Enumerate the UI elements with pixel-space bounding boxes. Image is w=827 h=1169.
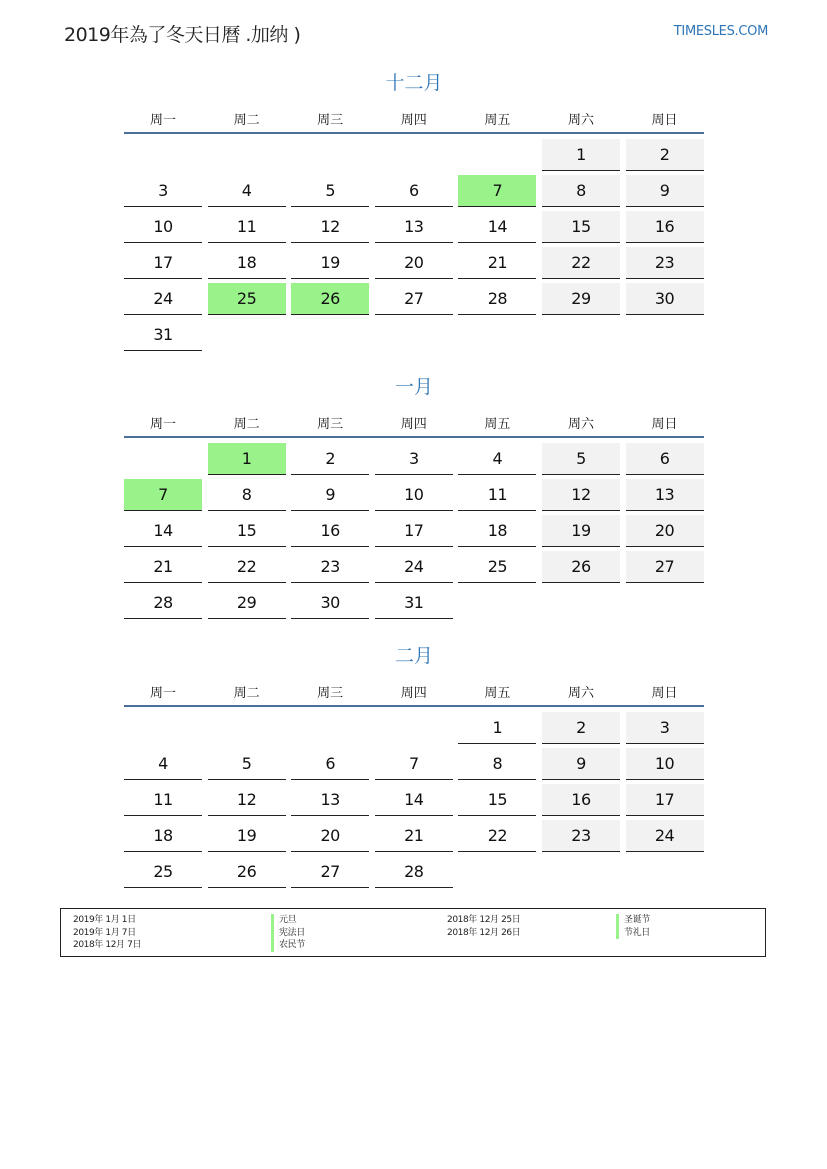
weekday-label: 周日 bbox=[651, 112, 678, 128]
empty-day-cell bbox=[542, 856, 620, 888]
day-cell: 9 bbox=[626, 175, 704, 207]
day-cell: 9 bbox=[542, 748, 620, 780]
legend-holiday-name: 农民节 bbox=[271, 939, 305, 952]
day-cell: 13 bbox=[375, 211, 453, 243]
empty-day-cell bbox=[626, 856, 704, 888]
legend-holiday-name: 节礼日 bbox=[616, 927, 650, 940]
day-cell: 20 bbox=[626, 515, 704, 547]
header-rule bbox=[124, 705, 704, 707]
day-cell: 14 bbox=[458, 211, 536, 243]
day-cell: 31 bbox=[375, 587, 453, 619]
site-link[interactable]: TIMESLES.COM bbox=[673, 24, 768, 39]
day-cell: 31 bbox=[124, 319, 202, 351]
day-cell: 2 bbox=[626, 139, 704, 171]
month-title: 一月 bbox=[394, 376, 433, 398]
empty-day-cell bbox=[542, 319, 620, 351]
day-cell: 13 bbox=[626, 479, 704, 511]
day-cell: 1 bbox=[458, 712, 536, 744]
weekday-label: 周六 bbox=[567, 112, 594, 128]
day-cell: 10 bbox=[375, 479, 453, 511]
day-cell: 18 bbox=[124, 820, 202, 852]
day-cell: 3 bbox=[626, 712, 704, 744]
day-cell: 5 bbox=[291, 175, 369, 207]
legend-right-names bbox=[616, 914, 650, 939]
day-cell: 4 bbox=[124, 748, 202, 780]
empty-day-cell bbox=[626, 587, 704, 619]
day-cell: 26 bbox=[291, 283, 369, 315]
empty-day-cell bbox=[458, 587, 536, 619]
day-cell: 15 bbox=[542, 211, 620, 243]
month-block bbox=[124, 68, 704, 351]
holiday-legend bbox=[60, 908, 766, 957]
weekday-label: 周二 bbox=[233, 112, 260, 128]
day-cell: 14 bbox=[375, 784, 453, 816]
day-cell: 24 bbox=[375, 551, 453, 583]
day-cell: 4 bbox=[208, 175, 286, 207]
day-cell: 3 bbox=[375, 443, 453, 475]
weekday-header bbox=[124, 677, 704, 705]
day-cell: 2 bbox=[291, 443, 369, 475]
day-cell: 25 bbox=[458, 551, 536, 583]
empty-day-cell bbox=[208, 319, 286, 351]
month-title: 十二月 bbox=[385, 72, 443, 94]
day-cell: 30 bbox=[291, 587, 369, 619]
day-cell: 11 bbox=[208, 211, 286, 243]
day-cell: 11 bbox=[124, 784, 202, 816]
day-cell: 16 bbox=[626, 211, 704, 243]
weekday-label: 周五 bbox=[484, 112, 511, 128]
day-cell: 22 bbox=[542, 247, 620, 279]
legend-left-names bbox=[271, 914, 305, 952]
day-cell: 21 bbox=[375, 820, 453, 852]
day-cell: 8 bbox=[208, 479, 286, 511]
day-cell: 12 bbox=[291, 211, 369, 243]
empty-day-cell bbox=[291, 712, 369, 744]
day-cell: 17 bbox=[375, 515, 453, 547]
day-cell: 18 bbox=[458, 515, 536, 547]
weekday-header bbox=[124, 104, 704, 132]
day-cell: 8 bbox=[542, 175, 620, 207]
day-cell: 1 bbox=[208, 443, 286, 475]
day-cell: 15 bbox=[458, 784, 536, 816]
month-block bbox=[124, 372, 704, 619]
day-cell: 23 bbox=[291, 551, 369, 583]
empty-day-cell bbox=[124, 443, 202, 475]
day-cell: 26 bbox=[542, 551, 620, 583]
day-grid bbox=[124, 139, 704, 351]
day-cell: 7 bbox=[124, 479, 202, 511]
empty-day-cell bbox=[208, 139, 286, 171]
weekday-label: 周日 bbox=[651, 685, 678, 701]
legend-date: 2018年 12月 26日 bbox=[447, 927, 521, 938]
day-cell: 23 bbox=[626, 247, 704, 279]
day-cell: 6 bbox=[291, 748, 369, 780]
day-cell: 1 bbox=[542, 139, 620, 171]
day-cell: 10 bbox=[626, 748, 704, 780]
empty-day-cell bbox=[458, 319, 536, 351]
legend-date: 2018年 12月 25日 bbox=[447, 915, 521, 925]
day-cell: 22 bbox=[208, 551, 286, 583]
empty-day-cell bbox=[124, 139, 202, 171]
day-grid bbox=[124, 443, 704, 619]
day-cell: 25 bbox=[124, 856, 202, 888]
legend-date: 2019年 1月 1日 bbox=[73, 915, 136, 925]
day-cell: 12 bbox=[208, 784, 286, 816]
day-cell: 20 bbox=[375, 247, 453, 279]
day-cell: 19 bbox=[291, 247, 369, 279]
day-cell: 17 bbox=[124, 247, 202, 279]
day-cell: 30 bbox=[626, 283, 704, 315]
weekday-label: 周五 bbox=[484, 416, 511, 432]
weekday-label: 周三 bbox=[317, 416, 344, 432]
header-rule bbox=[124, 436, 704, 438]
day-cell: 11 bbox=[458, 479, 536, 511]
empty-day-cell bbox=[458, 139, 536, 171]
day-cell: 28 bbox=[124, 587, 202, 619]
day-cell: 2 bbox=[542, 712, 620, 744]
day-cell: 7 bbox=[375, 748, 453, 780]
page-title: 2019年為了冬天日曆 .加纳 ) bbox=[64, 24, 301, 46]
legend-date: 2019年 1月 7日 bbox=[73, 927, 136, 938]
empty-day-cell bbox=[458, 856, 536, 888]
weekday-label: 周一 bbox=[149, 685, 176, 701]
day-cell: 12 bbox=[542, 479, 620, 511]
legend-right-dates bbox=[447, 914, 520, 939]
day-cell: 23 bbox=[542, 820, 620, 852]
empty-day-cell bbox=[375, 139, 453, 171]
legend-holiday-name: 圣诞节 bbox=[616, 914, 650, 927]
weekday-label: 周三 bbox=[317, 112, 344, 128]
day-cell: 29 bbox=[542, 283, 620, 315]
empty-day-cell bbox=[208, 712, 286, 744]
day-cell: 4 bbox=[458, 443, 536, 475]
empty-day-cell bbox=[375, 319, 453, 351]
day-cell: 22 bbox=[458, 820, 536, 852]
day-cell: 29 bbox=[208, 587, 286, 619]
legend-holiday-name: 宪法日 bbox=[271, 927, 305, 940]
weekday-label: 周二 bbox=[233, 685, 260, 701]
day-cell: 14 bbox=[124, 515, 202, 547]
weekday-header bbox=[124, 408, 704, 436]
day-cell: 17 bbox=[626, 784, 704, 816]
day-cell: 28 bbox=[458, 283, 536, 315]
day-cell: 24 bbox=[124, 283, 202, 315]
empty-day-cell bbox=[124, 712, 202, 744]
day-cell: 10 bbox=[124, 211, 202, 243]
day-cell: 27 bbox=[291, 856, 369, 888]
day-cell: 20 bbox=[291, 820, 369, 852]
empty-day-cell bbox=[626, 319, 704, 351]
header-rule bbox=[124, 132, 704, 134]
empty-day-cell bbox=[542, 587, 620, 619]
month-title: 二月 bbox=[394, 645, 433, 667]
day-cell: 28 bbox=[375, 856, 453, 888]
weekday-label: 周六 bbox=[567, 416, 594, 432]
empty-day-cell bbox=[375, 712, 453, 744]
day-grid bbox=[124, 712, 704, 888]
empty-day-cell bbox=[291, 319, 369, 351]
day-cell: 6 bbox=[375, 175, 453, 207]
day-cell: 15 bbox=[208, 515, 286, 547]
legend-date: 2018年 12月 7日 bbox=[73, 940, 142, 950]
day-cell: 5 bbox=[208, 748, 286, 780]
weekday-label: 周一 bbox=[149, 416, 176, 432]
empty-day-cell bbox=[291, 139, 369, 171]
weekday-label: 周三 bbox=[317, 685, 344, 701]
day-cell: 8 bbox=[458, 748, 536, 780]
day-cell: 26 bbox=[208, 856, 286, 888]
legend-left-dates bbox=[73, 914, 141, 952]
day-cell: 3 bbox=[124, 175, 202, 207]
day-cell: 9 bbox=[291, 479, 369, 511]
day-cell: 27 bbox=[375, 283, 453, 315]
day-cell: 21 bbox=[124, 551, 202, 583]
weekday-label: 周四 bbox=[400, 416, 427, 432]
day-cell: 5 bbox=[542, 443, 620, 475]
day-cell: 21 bbox=[458, 247, 536, 279]
weekday-label: 周六 bbox=[567, 685, 594, 701]
weekday-label: 周日 bbox=[651, 416, 678, 432]
legend-holiday-name: 元旦 bbox=[271, 914, 305, 927]
weekday-label: 周五 bbox=[484, 685, 511, 701]
day-cell: 27 bbox=[626, 551, 704, 583]
weekday-label: 周四 bbox=[400, 685, 427, 701]
weekday-label: 周二 bbox=[233, 416, 260, 432]
month-block bbox=[124, 641, 704, 888]
day-cell: 19 bbox=[542, 515, 620, 547]
day-cell: 24 bbox=[626, 820, 704, 852]
day-cell: 16 bbox=[291, 515, 369, 547]
day-cell: 18 bbox=[208, 247, 286, 279]
day-cell: 19 bbox=[208, 820, 286, 852]
day-cell: 16 bbox=[542, 784, 620, 816]
day-cell: 13 bbox=[291, 784, 369, 816]
weekday-label: 周四 bbox=[400, 112, 427, 128]
day-cell: 25 bbox=[208, 283, 286, 315]
day-cell: 6 bbox=[626, 443, 704, 475]
weekday-label: 周一 bbox=[149, 112, 176, 128]
day-cell: 7 bbox=[458, 175, 536, 207]
